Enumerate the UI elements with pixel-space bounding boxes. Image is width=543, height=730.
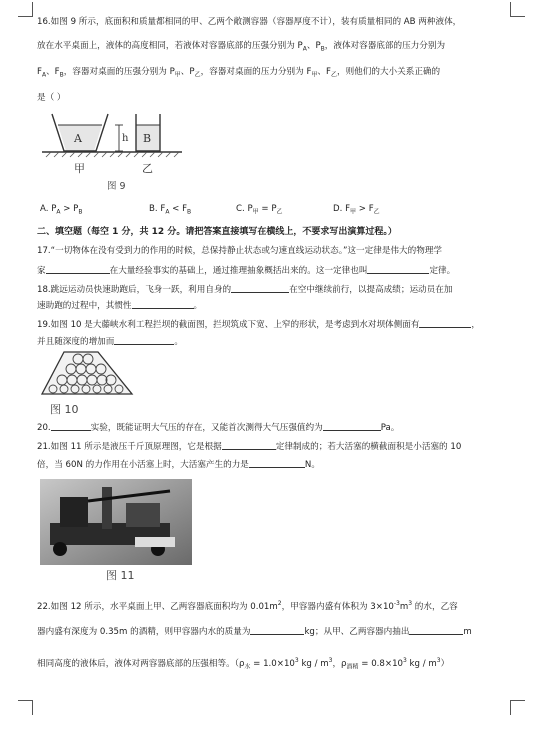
q17-blank-1[interactable] [46,264,110,274]
figure-10-dam [38,350,138,400]
q18-blank-1[interactable] [231,283,289,293]
fig9-label-yi: 乙 [142,162,153,175]
figure-11-hydraulic-jack [40,479,192,565]
q18-blank-2[interactable] [132,299,194,309]
q21-blank-2[interactable] [249,458,305,468]
figure-10-caption: 图 10 [50,403,79,416]
q20-blank-1[interactable] [51,421,91,431]
q19-line-2: 并且随深度的增加而 。 [37,337,183,347]
q21-line-1: 21.如图 11 所示是液压千斤顶原理图，它是根据 定律制成的；若大活塞的横截面积是小活塞的 10 [37,442,462,452]
option-b[interactable]: B. $F_A < F_B$ [149,204,192,216]
q22-line-1: 22.如图 12 所示，水平桌面上甲、乙两容器底面积均为 $0.01m^2$，甲容器内盛有体积为 $3\times 10^{-3}m^3$ 的水，乙容 [37,600,458,612]
corner-mark-bottom-right [510,700,525,715]
fig9-label-b: B [143,132,152,145]
fig9-label-h: h [122,133,129,144]
fig9-label-jia: 甲 [74,162,85,175]
option-a[interactable]: A. $P_A > P_B$ [40,204,83,216]
q19-blank-2[interactable] [114,335,174,345]
q19-line-1: 19.如图 10 是大藤峡水利工程拦坝的截面图，拦坝筑成下宽、上窄的形状，是考虑到水对坝体侧面有 ， [37,320,481,330]
figure-9-caption: 图 9 [107,181,126,192]
q20-line-1: 20. 实验，既能证明大气压的存在，又能首次测得大气压强值约为 Pa。 [37,423,400,433]
figure-11-caption: 图 11 [106,569,135,582]
q21-blank-1[interactable] [222,440,276,450]
fig9-label-a: A [74,132,82,145]
q16-line-3: $F_A$、$F_B$，容器对桌面的压强分别为 $P_甲$、$P_乙$，容器对桌面的压力分别为 $F_甲$、$F_乙$，则他们的大小关系正确的 [37,67,441,79]
option-d[interactable]: D. $F_甲 > F_乙$ [333,204,380,216]
q18-line-2: 速助跑的过程中，其惯性 。 [37,301,203,311]
q22-line-3: 相同高度的液体后，液体对两容器底部的压强相等。（$\rho_水 = 1.0\times 10^3$ kg / $m^3$，$\rho_{酒精} = 0.8\times 10^3$ kg / $m^3$） [37,657,450,671]
figure-9-containers [38,110,188,180]
q18-line-1: 18.跳远运动员快速助跑后，飞身一跃，利用自身的 在空中继续前行，以提高成绩；运动员在加 [37,285,453,295]
q16-line-1: 16.如图 9 所示，底面积和质量都相同的甲、乙两个敞测容器（容器厚度不计），装有质量相同的 AB 两种液体， [37,17,462,27]
q17-line-2: 家 在大量经验事实的基础上，通过推理抽象概括出来的。这一定律也叫 定律。 [37,266,456,276]
option-c[interactable]: C. $P_甲 = P_乙$ [236,204,283,216]
q22-blank-1[interactable] [250,625,304,635]
q22-line-2: 器内盛有深度为 0.35m 的酒精，则甲容器内水的质量为 kg；从甲、乙两容器内抽出 m [37,627,472,637]
corner-mark-bottom-left [18,700,33,715]
q22-blank-2[interactable] [409,625,463,635]
q20-blank-2[interactable] [323,421,381,431]
section-2-title: 二、填空题（每空 1 分，共 12 分。请把答案直接填写在横线上，不要求写出演算过程。） [37,227,397,237]
q16-line-4: 是（ ） [37,93,66,103]
q19-blank-1[interactable] [419,318,471,328]
q17-blank-2[interactable] [367,264,429,274]
corner-mark-top-left [18,2,33,17]
q21-line-2: 倍，当 60N 的力作用在小活塞上时，大活塞产生的力是 N。 [37,460,320,470]
q17-line-1: 17.“一切物体在没有受到力的作用的时候，总保持静止状态或匀速直线运动状态。”这一定律是伟大的物理学 [37,246,442,256]
corner-mark-top-right [510,2,525,17]
q16-line-2: 放在水平桌面上，液体的高度相同，若液体对容器底部的压强分别为 $P_A$、$P_B$，液体对容器底部的压力分别为 [37,41,446,53]
